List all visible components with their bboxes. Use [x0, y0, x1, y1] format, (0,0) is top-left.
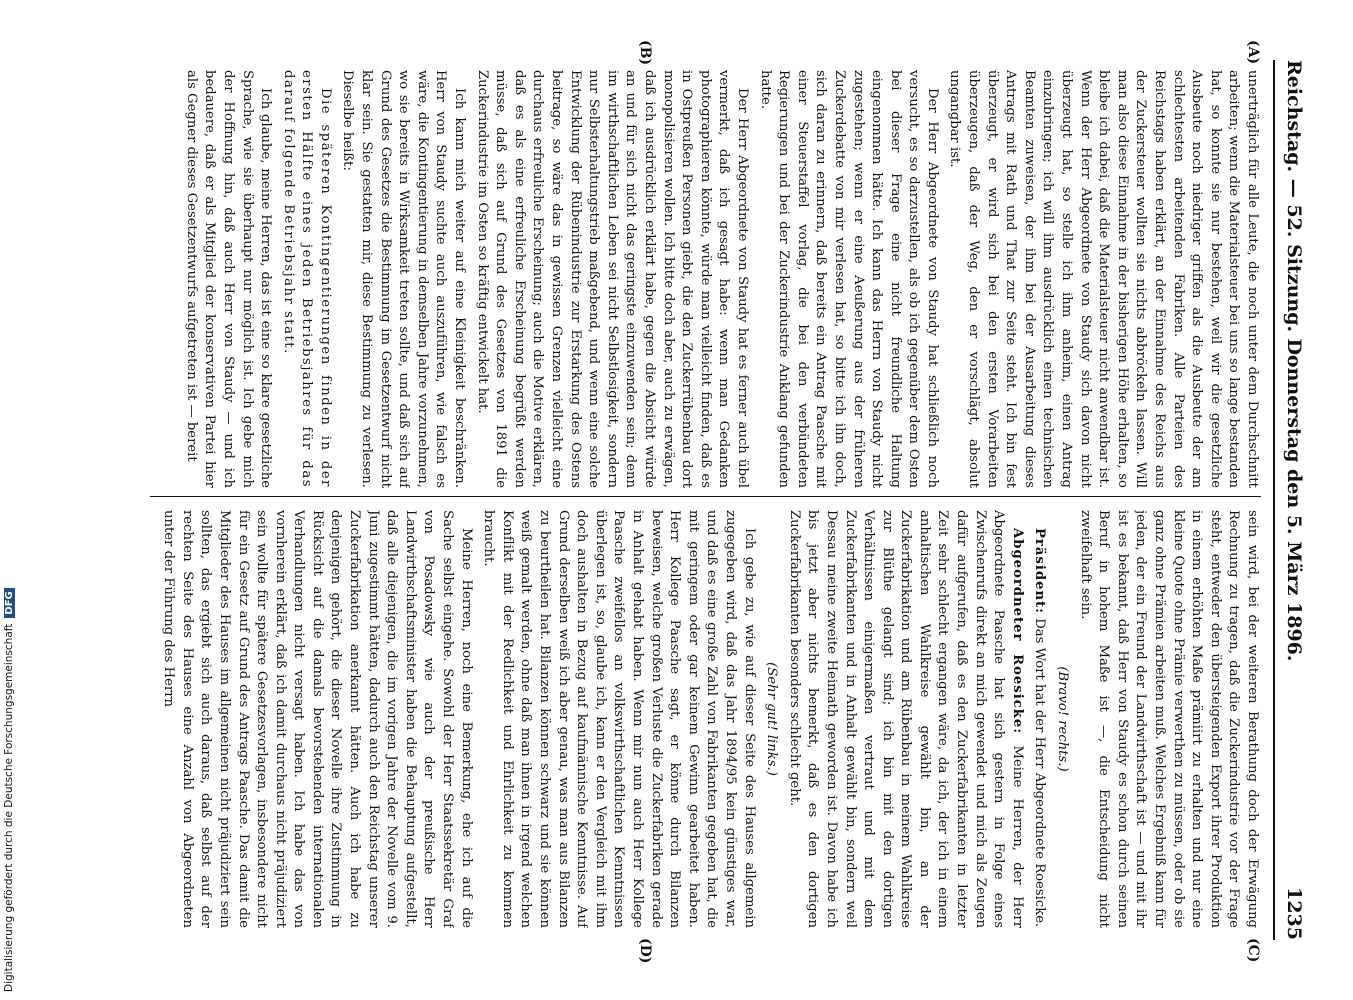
- stage-direction: (Bravo! rechts.): [1055, 666, 1071, 772]
- speaker-paragraph: [784, 510, 1026, 928]
- margin-marker-b: (B): [637, 40, 653, 66]
- paragraph: Ich gebe zu, wie auf dieser Seite des Hauses allgemein zugegeben wird, daß das Jahr 1894/95 kein günstiges war, und daß es eine große Zahl von Fabrikanten gegeben hat, die mit geringem oder gar keinem Gewinn gearbeitet haben. Herr Kollege Paasche sagt, er könne durch Bilanzen beweisen, welche großen Verluste die Zuckerfabriken gerade in Anhalt gehabt haben. Wenn mir nun auch Herr Kollege Paasche zweifellos an volkswirthschaftlichen Kenntnissen überlegen ist, so, glaube ich, kann er den Vergleich mit ihm doch aushalten in Bezug auf kaufmännische Kenntnisse. Auf Grund derselben weiß ich aber genau, was man aus Bilanzen zu beurtheilen hat. Bilanzen können schwarz und sie können weiß gemalt werden, ohne daß man ihnen in irgend welchen Konflikt mit der Redlichkeit und Ehrlichkeit zu kommen braucht.: [481, 510, 757, 928]
- header-session: Reichstag. — 52. Sitzung.: [1283, 60, 1305, 333]
- president-label: Präsident:: [1032, 528, 1048, 615]
- paragraph: unerträglich für alle Leute, die noch unter dem Durchschnitt arbeiten; wenn die Materialsteuer bei uns so lange bestanden hat, so konnte sie nur bestehen, weil wir die gesetzliche Ausbeute noch niedriger griffen als die Ausbeute der am schlechtesten arbeitenden Fabriken. Alle Parteien des Reichstags haben erklärt, an der Einnahme des Reichs aus der Zuckersteuer wollten sie nichts abbröckeln lassen. Will man also diese Einnahme in der bisherigen Höhe erhalten, so bleibe ich dabei, daß die Materialsteuer nicht anwendbar ist. Wenn der Herr Abgeordnete von Staudy sich davon nicht überzeugt hat, so stelle ich ihm anheim, einen Antrag einzubringen; ich will ihm ausdrücklich einen technischen Beamten zuweisen, der ihm bei der Ausarbeitung dieses Antrags mit Rath und That zur Seite steht. Ich bin fest überzeugt, er wird sich bei den ersten Vorarbeiten überzeugen, daß der Weg, den er vorschlägt, absolut ungangbar ist.: [947, 70, 1260, 488]
- header-date: Donnerstag den 5. März 1896.: [1283, 338, 1305, 662]
- paragraph: Ich glaube, meine Herren, das ist eine so klare gesetzliche Sprache, wie sie überhaupt nur möglich ist. Ich gebe mich der Hoffnung hin, daß auch Herr von Staudy — und ich bedauere, daß er als Mitglied der konservativen Partei hier als Gegner dieses Gesetzentwurfs aufgetreten ist — bereit: [183, 70, 274, 488]
- president-text: Das Wort hat der Herr Abgeordnete Roesicke.: [1032, 618, 1048, 928]
- paragraph: Der Herr Abgeordnete von Staudy hat es ferner auch übel vermerkt, daß ich gesagt habe: wenn man Gedanken photographieren könnte, würde man vielleicht finden, daß es in Ostpreußen Personen giebt, die den Zuckerrübenbau dort monopolisieren wollen. Ich bitte doch aber, auch zu erwägen, daß ich ausdrücklich erklärt habe, gegen die Absicht würde an und für sich nicht das geringste einzuwenden sein; denn im wirthschaftlichen Leben sei nicht Selbstlosigkeit, sondern nur Selbsterhaltungstrieb maßgebend, und wenn eine solche Entwicklung der Rübenindustrie zur Erstarkung des Ostens beitrage, so wäre das in gewissen Grenzen vielleicht eine durchaus erfreuliche Erscheinung; auch die Motive erklären, daß es als eine erfreuliche Erscheinung begrüßt werden müsse, daß sich auf Grund des Gesetzes von 1891 die Zuckerindustrie im Osten so kräftig entwickelt hat.: [474, 70, 750, 488]
- president-paragraph: [1030, 510, 1049, 928]
- paragraph: sein wird, bei der weiteren Berathung doch der Erwägung Rechnung zu tragen, daß die Zuckerindustrie vor der Frage steht, entweder den übersteigenden Export ihrer Produktion in einem erhöhten Maße prämiirt zu erhalten und nur eine kleine Quote ohne Prämie verwerthen zu müssen, oder ob sie ganz ohne Prämien arbeiten muß. Welches Ergebniß kann für jeden, der ein Freund der Landwirthschaft ist — und mit ihr ist es bekannt, daß Herr von Staudy es schon durch seinen Beruf in hohem Maße ist —, die Entscheidung nicht zweifelhaft sein.: [1077, 510, 1260, 928]
- margin-marker-d: (D): [637, 938, 653, 964]
- margin-marker-a: (A): [1245, 40, 1261, 65]
- paragraph: Ich kann mich weiter auf eine Kleinigkeit beschränken. Herr von Staudy suchte auch auszuführen, wie falsch es wäre, die Kontingentierung in demselben Jahre vorzunehmen, wo sie bereits in Wirksamkeit treten sollte, und daß sich auf Grund des Gesetzes die Bestimmung im Gesetzentwurf nicht klar sein. Sie gestatten mir, diese Bestimmung zu verlesen. Dieselbe heißt:: [340, 70, 468, 488]
- digitization-credit: [3, 588, 15, 992]
- right-column: [150, 510, 1261, 928]
- margin-marker-c: (C): [1245, 938, 1261, 963]
- quoted-paragraph: Die späteren Kontingentierungen finden in der ersten Hälfte eines jeden Betriebsjahres für das darauf folgende Betriebsjahr statt.: [280, 70, 333, 488]
- paragraph: Meine Herren, noch eine Bemerkung, ehe ich auf die Sache selbst eingehe. Sowohl der Herr Staatssekretär Graf von Posadowsky wie auch der preußische Herr Landwirthschaftsminister haben die Behauptung aufgestellt, daß alle diejenigen, die im vorigen Jahre der Novelle vom 9. Juni zugestimmt hätten, dadurch auch den Reichstag unserer Zuckerfabrikation anerkannt hätten. Auch ich habe zu denjenigen gehört, die dieser Novelle ihre Zustimmung in Rücksicht auf die damals bevorstehenden internationalen Verhandlungen nicht versagt haben. Ich habe das von vornherein erklärt, daß ich damit durchaus nicht präjudiziert sein wollte für spätere Gesetzesvorlagen, insbesondere nicht für ein Gesetz auf Grund des Antrags Paasche. Das damit die Mitglieder des Hauses im allgemeinen nicht präjudiziert sein sollten, das ergiebt sich auch daraus, daß selbst auf der rechten Seite des Hauses eine Anzahl von Abgeordneten unter der Führung des Herrn: [161, 510, 474, 928]
- stage-direction: (Sehr gut! links.): [764, 662, 780, 776]
- page-number: 1235: [1283, 887, 1305, 940]
- column-divider: [150, 496, 1261, 497]
- paragraph: Der Herr Abgeordnete von Staudy hat schließlich noch versucht, es so darzustellen, als ob ich gegenüber dem Osten bei dieser Frage eine nicht freundliche Haltung eingenommen hätte. Ich kann das Herrn von Staudy nicht zugestehen; wenn er eine Aeußerung aus der früheren Zuckerdebatte von mir verlesen hat, so bitte ich ihn doch, sich daran zu erinnern, daß bereits ein Antrag Paasche mit einer Steuerstaffel vorlag, die bei den verbündeten Regierungen und bei der Zuckerindustrie Anklang gefunden hatte.: [757, 70, 940, 488]
- speaker-text: Meine Herren, der Herr Abgeordnete Paasche hat sich gestern in Folge eines Zwischenrufs direkt an mich gewendet und mich als Zeugen dafür aufgerufen, daß es den Zuckerfabrikanten in letzter Zeit sehr schlecht ergangen wäre, da ich, der ich in einem anhaltischen Wahlkreise gewählt bin, an der Zuckerfabrikation und am Rübenbau in meinem Wahlkreise zur Blüthe gelangt sind; ich bin mit den dortigen Verhältnissen einigermaßen vertraut und mit dem Zuckerfabrikanten und in Anhalt gewählt bin, sondern weil Dessau meine zweite Heimath geworden ist. Davon habe ich bis jetzt aber nichts bemerkt, daß es den dortigen Zuckerfabrikanten besonders schlecht geht.: [786, 510, 1025, 928]
- credit-text: Digitalisierung gefördert durch die Deutsche Forschungsgemeinschaft: [3, 623, 15, 992]
- speaker-label: Abgeordneter Roesicke:: [1009, 528, 1025, 735]
- left-column: [150, 70, 1261, 488]
- dfg-logo: DFG: [4, 588, 15, 617]
- page-header: [1273, 60, 1311, 940]
